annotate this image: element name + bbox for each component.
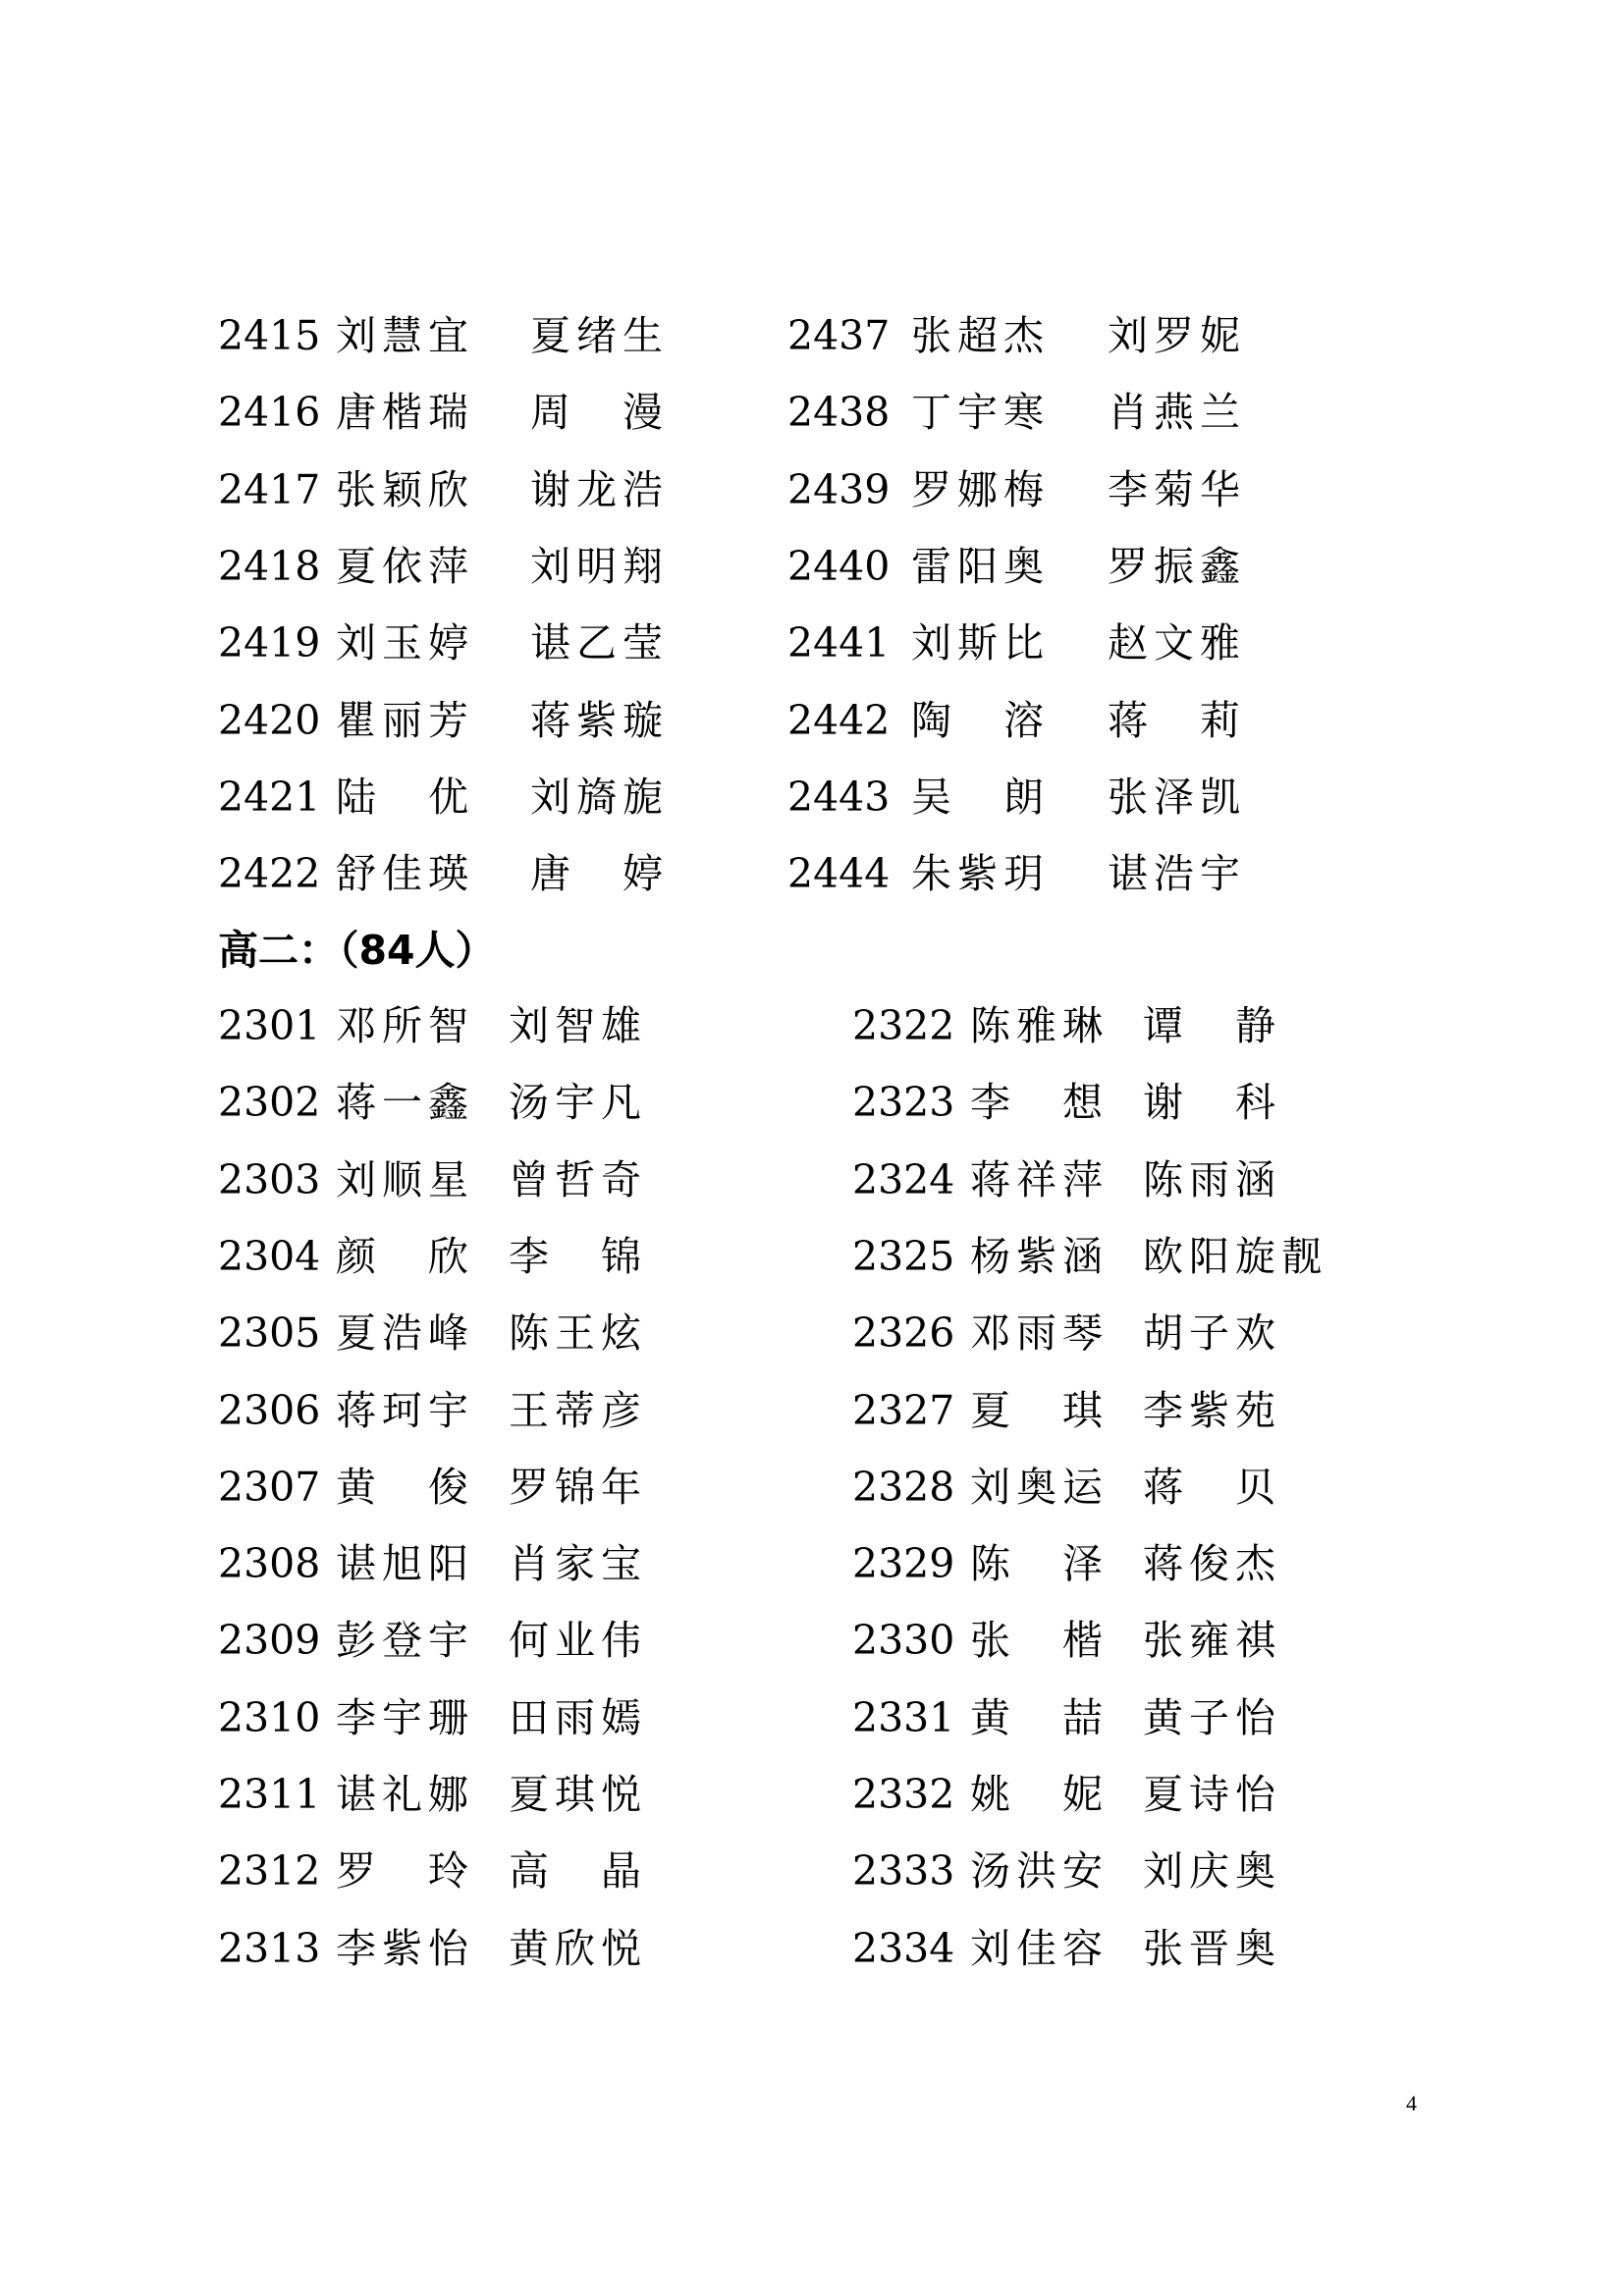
list-item	[0, 1534, 1624, 1593]
student-id: 2442	[787, 696, 891, 744]
student-id: 2324	[852, 1155, 955, 1203]
list-item	[0, 768, 1624, 827]
student-id: 2334	[852, 1924, 955, 1972]
student-name: 赵文雅	[1108, 619, 1246, 667]
student-name: 李紫怡	[336, 1924, 474, 1972]
student-name: 肖燕兰	[1108, 389, 1246, 437]
list-item	[0, 1688, 1624, 1747]
student-name: 张晋奥	[1143, 1924, 1281, 1972]
student-name: 张颖欣	[336, 465, 474, 513]
student-name: 陈王炫	[509, 1309, 647, 1358]
student-name: 刘佳容	[970, 1924, 1109, 1972]
list-item	[0, 1073, 1624, 1132]
student-id: 2333	[852, 1847, 955, 1896]
student-id: 2307	[218, 1463, 321, 1511]
student-id: 2440	[787, 542, 891, 590]
student-id: 2313	[218, 1924, 321, 1972]
student-id: 2415	[218, 312, 321, 359]
student-id: 2308	[218, 1540, 321, 1588]
student-name: 黄欣悦	[509, 1924, 647, 1972]
student-id: 2312	[218, 1847, 321, 1896]
list-item	[0, 537, 1624, 596]
student-name: 陈雨涵	[1143, 1155, 1281, 1203]
student-name: 肖家宝	[509, 1540, 647, 1588]
student-name: 邓所智	[336, 1002, 474, 1049]
student-name: 夏 琪	[970, 1386, 1109, 1434]
student-id: 2439	[787, 465, 891, 513]
student-name: 彭登宇	[336, 1617, 474, 1665]
student-name: 蒋珂宇	[336, 1386, 474, 1434]
student-name: 张泽凯	[1108, 773, 1246, 821]
student-name: 蒋 贝	[1143, 1463, 1281, 1511]
student-name: 刘智雄	[509, 1002, 647, 1049]
student-id: 2418	[218, 542, 321, 590]
student-name: 胡子欢	[1143, 1309, 1281, 1358]
student-name: 何业伟	[509, 1617, 647, 1665]
student-name: 陈 泽	[970, 1540, 1109, 1588]
student-name: 谌礼娜	[336, 1771, 474, 1818]
student-name: 谌旭阳	[336, 1540, 474, 1588]
student-name: 陆 优	[336, 773, 474, 821]
student-name: 黄 喆	[970, 1693, 1109, 1741]
student-name: 李 想	[970, 1079, 1109, 1127]
student-name: 陈雅琳	[970, 1002, 1109, 1049]
student-name: 王蒂彦	[509, 1386, 647, 1434]
student-name: 刘慧宜	[336, 312, 474, 359]
student-id: 2417	[218, 465, 321, 513]
student-id: 2437	[787, 312, 891, 359]
student-name: 罗 玲	[336, 1847, 474, 1896]
student-id: 2421	[218, 773, 321, 821]
student-name: 刘庆奥	[1143, 1847, 1281, 1896]
student-id: 2330	[852, 1617, 955, 1665]
student-id: 2326	[852, 1309, 955, 1358]
student-name: 邓雨琴	[970, 1309, 1109, 1358]
student-id: 2311	[218, 1771, 321, 1818]
student-id: 2322	[852, 1002, 955, 1049]
page-number: 4	[1406, 2091, 1417, 2115]
student-id: 2328	[852, 1463, 955, 1511]
student-name: 夏浩峰	[336, 1309, 474, 1358]
student-name: 杨紫涵	[970, 1232, 1109, 1280]
student-name: 夏依萍	[336, 542, 474, 590]
student-id: 2327	[852, 1386, 955, 1434]
student-name: 黄子怡	[1143, 1693, 1281, 1741]
student-name: 李宇珊	[336, 1693, 474, 1741]
student-name: 朱紫玥	[911, 850, 1050, 898]
student-name: 罗娜梅	[911, 465, 1050, 513]
student-name: 刘玉婷	[336, 619, 474, 667]
student-id: 2443	[787, 773, 891, 821]
student-name: 颜 欣	[336, 1232, 474, 1280]
list-item	[0, 460, 1624, 519]
student-id: 2420	[218, 696, 321, 744]
student-name: 吴 朗	[911, 773, 1050, 821]
student-name: 汤宇凡	[509, 1079, 647, 1127]
student-name: 唐楷瑞	[336, 389, 474, 437]
student-id: 2305	[218, 1309, 321, 1358]
student-name: 刘罗妮	[1108, 312, 1246, 359]
student-name: 李紫苑	[1143, 1386, 1281, 1434]
student-id: 2331	[852, 1693, 955, 1741]
list-item	[0, 1919, 1624, 1978]
student-id: 2438	[787, 389, 891, 437]
student-name: 刘顺星	[336, 1155, 474, 1203]
student-id: 2441	[787, 619, 891, 667]
student-name: 谢 科	[1143, 1079, 1281, 1127]
student-name: 谭 静	[1143, 1002, 1281, 1049]
list-item	[0, 614, 1624, 672]
list-item	[0, 1842, 1624, 1900]
student-id: 2304	[218, 1232, 321, 1280]
student-name: 张 楷	[970, 1617, 1109, 1665]
student-id: 2303	[218, 1155, 321, 1203]
student-name: 唐 婷	[530, 850, 669, 898]
student-name: 李菊华	[1108, 465, 1246, 513]
student-id: 2309	[218, 1617, 321, 1665]
list-item	[0, 1304, 1624, 1362]
student-name: 罗锦年	[509, 1463, 647, 1511]
student-id: 2422	[218, 850, 321, 898]
student-name: 曾哲奇	[509, 1155, 647, 1203]
student-id: 2306	[218, 1386, 321, 1434]
list-item	[0, 691, 1624, 750]
section-heading: 高二：（84人）	[218, 927, 496, 974]
student-name: 张超杰	[911, 312, 1050, 359]
student-id: 2302	[218, 1079, 321, 1127]
list-item	[0, 844, 1624, 903]
student-id: 2310	[218, 1693, 321, 1741]
student-id: 2416	[218, 389, 321, 437]
list-item	[0, 306, 1624, 365]
list-item	[0, 383, 1624, 442]
list-item	[0, 1611, 1624, 1670]
list-item	[0, 1150, 1624, 1209]
student-name: 舒佳瑛	[336, 850, 474, 898]
student-name: 夏绪生	[530, 312, 669, 359]
student-name: 田雨嫣	[509, 1693, 647, 1741]
student-name: 蒋紫璇	[530, 696, 669, 744]
student-id: 2419	[218, 619, 321, 667]
student-name: 蒋俊杰	[1143, 1540, 1281, 1588]
student-name: 夏诗怡	[1143, 1771, 1281, 1818]
student-name: 高 晶	[509, 1847, 647, 1896]
list-item	[0, 1765, 1624, 1824]
student-name: 蒋 莉	[1108, 696, 1246, 744]
student-name: 罗振鑫	[1108, 542, 1246, 590]
student-name: 刘奥运	[970, 1463, 1109, 1511]
student-name: 瞿丽芳	[336, 696, 474, 744]
student-id: 2329	[852, 1540, 955, 1588]
student-name: 谌浩宇	[1108, 850, 1246, 898]
student-name: 谢龙浩	[530, 465, 669, 513]
student-name: 张雍祺	[1143, 1617, 1281, 1665]
list-item	[0, 996, 1624, 1055]
student-id: 2325	[852, 1232, 955, 1280]
student-name: 陶 溶	[911, 696, 1050, 744]
student-name: 刘明翔	[530, 542, 669, 590]
list-item	[0, 1458, 1624, 1517]
student-name: 刘旖旎	[530, 773, 669, 821]
student-name: 姚 妮	[970, 1771, 1109, 1818]
student-id: 2301	[218, 1002, 321, 1049]
student-name: 蒋祥萍	[970, 1155, 1109, 1203]
student-name: 夏琪悦	[509, 1771, 647, 1818]
student-name: 李 锦	[509, 1232, 647, 1280]
student-name: 丁宇寒	[911, 389, 1050, 437]
student-id: 2323	[852, 1079, 955, 1127]
student-name: 汤洪安	[970, 1847, 1109, 1896]
student-name: 雷阳奥	[911, 542, 1050, 590]
list-item	[0, 1381, 1624, 1440]
student-name: 周 漫	[530, 389, 669, 437]
student-name: 欧阳旋靓	[1143, 1232, 1327, 1280]
list-item	[0, 1227, 1624, 1286]
student-name: 谌乙莹	[530, 619, 669, 667]
student-id: 2332	[852, 1771, 955, 1818]
student-name: 刘斯比	[911, 619, 1050, 667]
student-name: 蒋一鑫	[336, 1079, 474, 1127]
student-name: 黄 俊	[336, 1463, 474, 1511]
student-id: 2444	[787, 850, 891, 898]
